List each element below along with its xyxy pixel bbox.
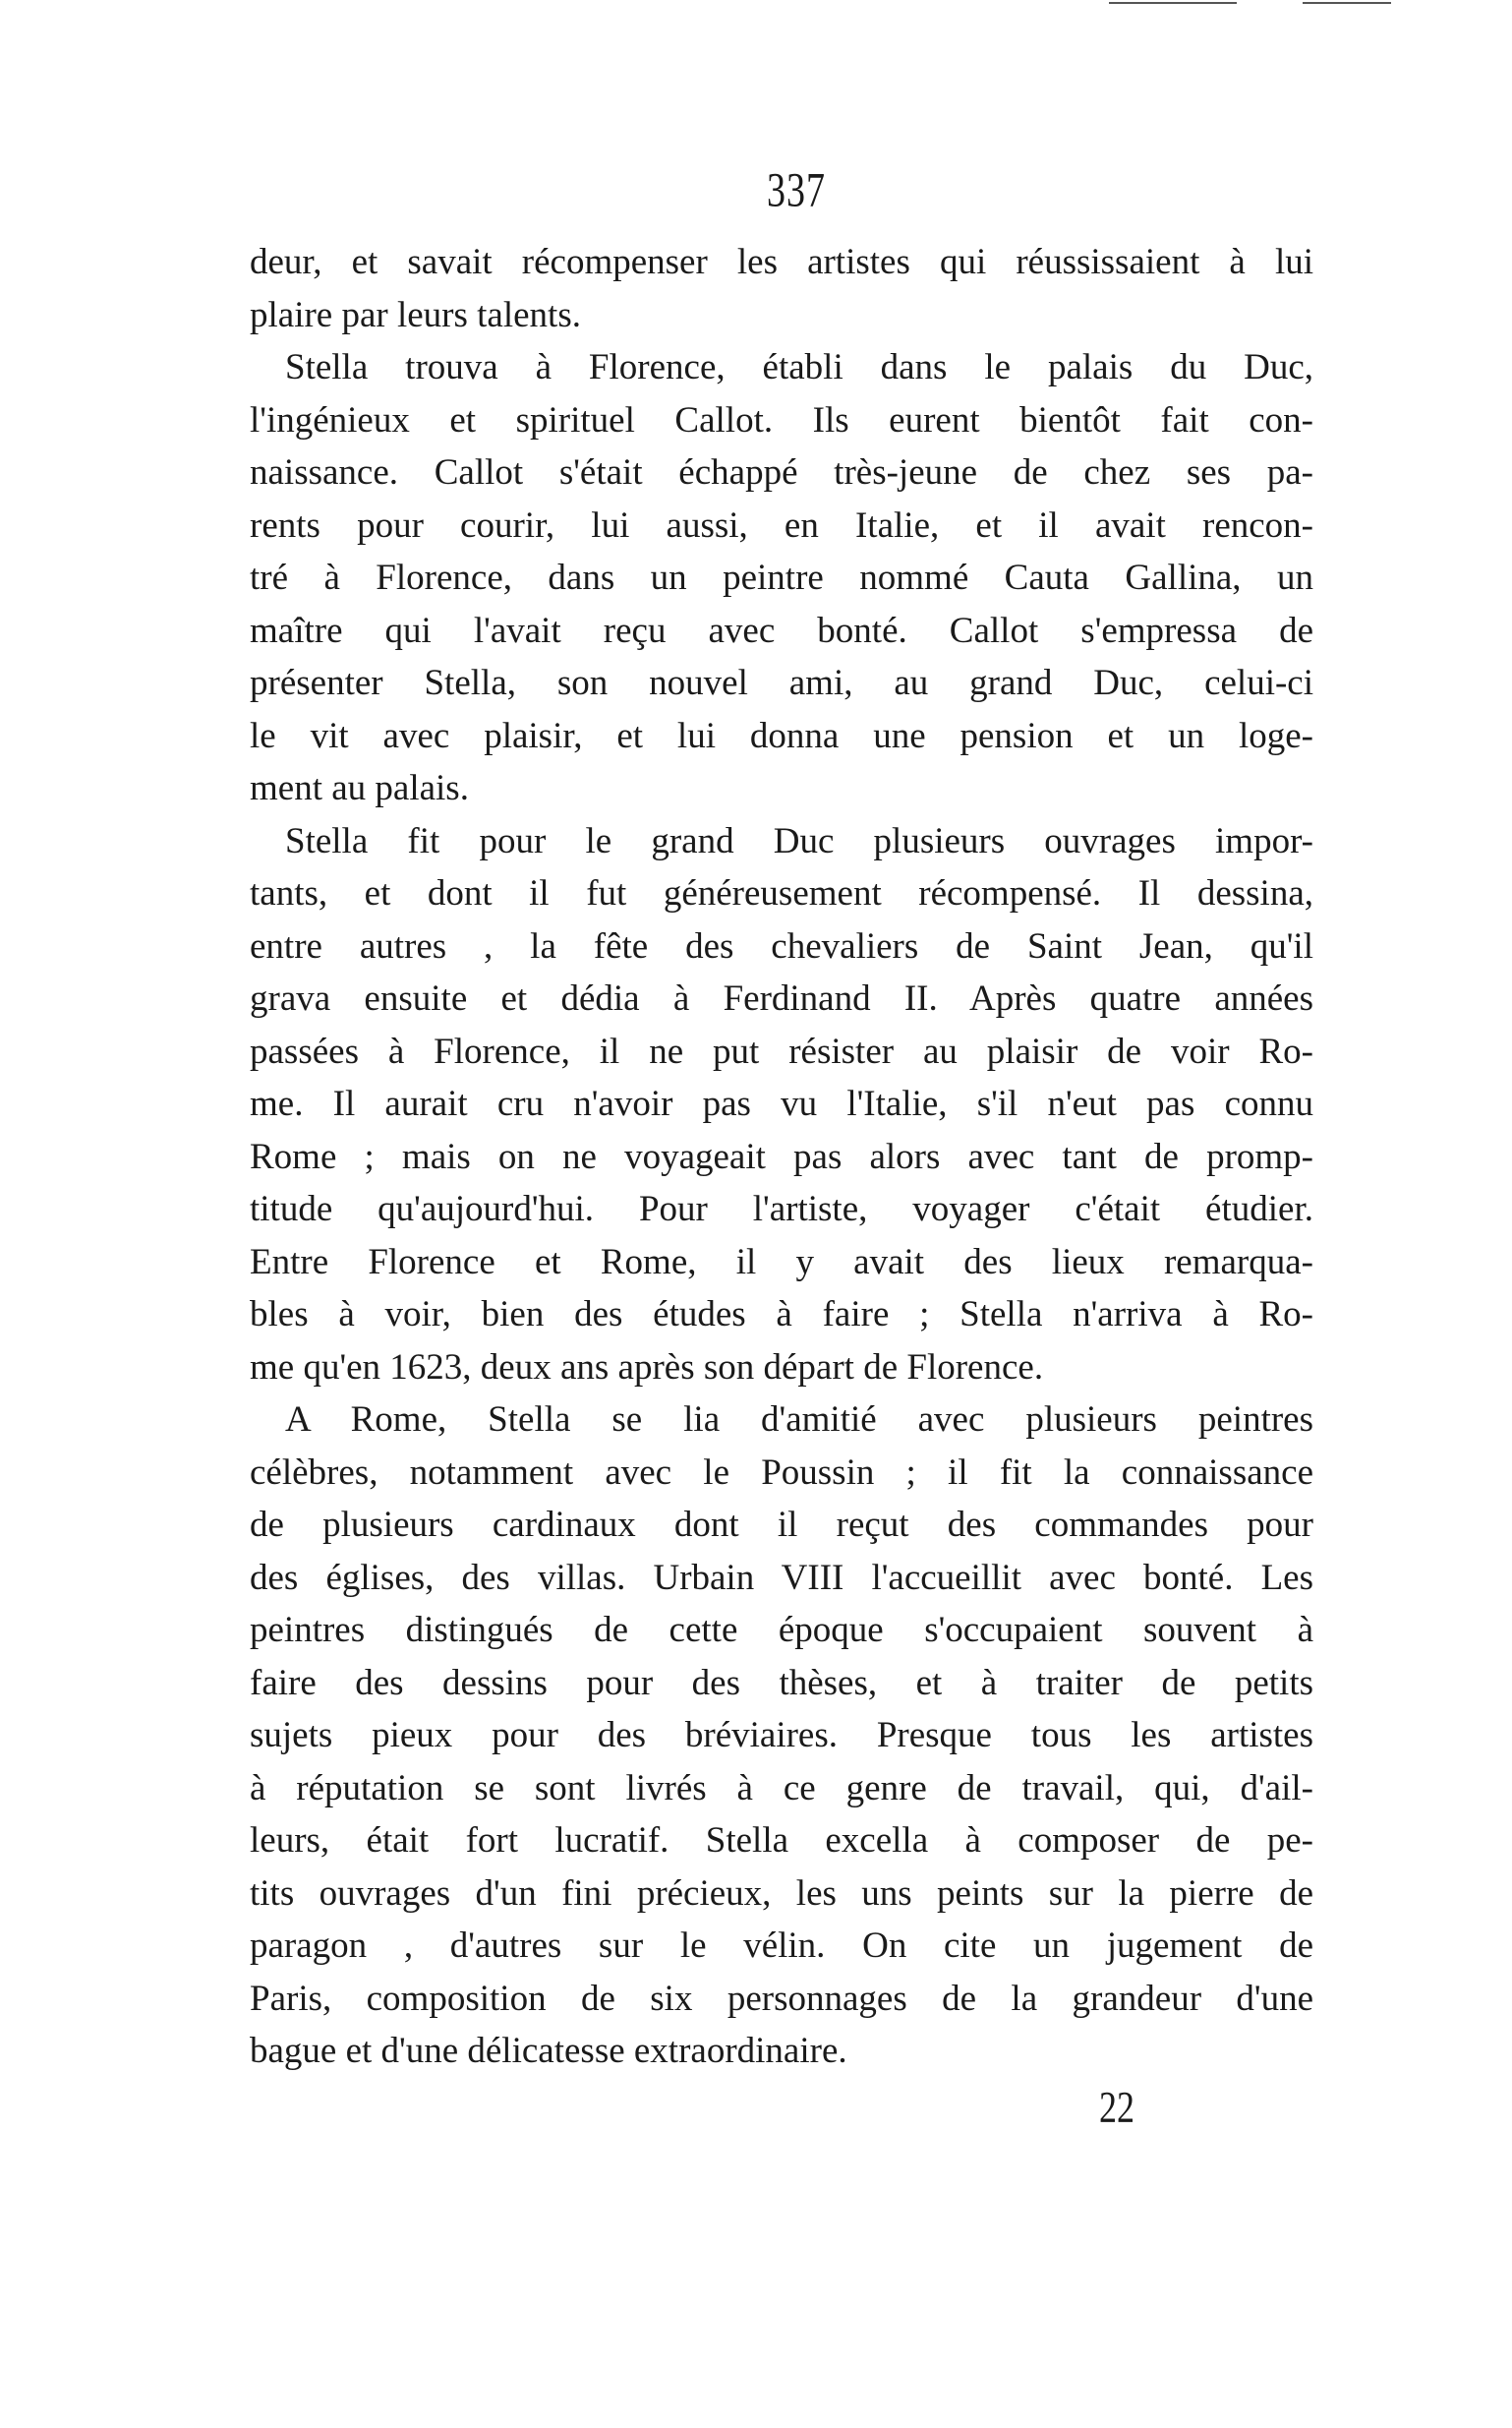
text-line: à réputation se sont livrés à ce genre de travail, qui, d'ail- [250,1767,1313,1808]
signature-mark: 22 [1099,2083,1134,2132]
text-line: grava ensuite et dédia à Ferdinand II. Après quatre années [250,978,1313,1019]
scan-edge-mark [1303,2,1391,4]
text-line: Stella fit pour le grand Duc plusieurs ouvrages impor- [285,820,1313,861]
text-line: A Rome, Stella se lia d'amitié avec plusieurs peintres [285,1399,1313,1440]
text-line: maître qui l'avait reçu avec bonté. Callot s'empressa de [250,610,1313,651]
text-line: l'ingénieux et spirituel Callot. Ils eurent bientôt fait con- [250,399,1313,441]
text-line: ment au palais. [250,768,469,808]
text-line: Stella trouva à Florence, établi dans le palais du Duc, [285,347,1313,387]
text-line: sujets pieux pour des bréviaires. Presque tous les artistes [250,1715,1313,1755]
text-line: passées à Florence, il ne put résister au plaisir de voir Ro- [250,1031,1313,1072]
text-line: plaire par leurs talents. [250,294,581,335]
text-line: titude qu'aujourd'hui. Pour l'artiste, voyager c'était étudier. [250,1189,1313,1229]
text-line: Entre Florence et Rome, il y avait des lieux remarqua- [250,1241,1313,1282]
text-line: des églises, des villas. Urbain VIII l'accueillit avec bonté. Les [250,1557,1313,1598]
text-line: tits ouvrages d'un fini précieux, les uns peints sur la pierre de [250,1872,1313,1914]
text-line: paragon , d'autres sur le vélin. On cite un jugement de [250,1925,1313,1966]
text-line: célèbres, notamment avec le Poussin ; il fit la connaissance [250,1451,1313,1493]
text-line: tré à Florence, dans un peintre nommé Cauta Gallina, un [250,558,1313,598]
text-line: deur, et savait récompenser les artistes qui réussissaient à lui [250,242,1313,282]
text-line: bles à voir, bien des études à faire ; Stella n'arriva à Ro- [250,1294,1313,1334]
text-line: entre autres , la fête des chevaliers de Saint Jean, qu'il [250,925,1313,967]
text-line: de plusieurs cardinaux dont il reçut des commandes pour [250,1505,1313,1545]
scan-edge-mark [1109,2,1237,4]
page-number: 337 [767,163,826,218]
text-line: le vit avec plaisir, et lui donna une pension et un loge- [250,715,1313,756]
text-line: me qu'en 1623, deux ans après son départ de Florence. [250,1346,1044,1388]
text-line: peintres distingués de cette époque s'occupaient souvent à [250,1610,1313,1650]
text-line: faire des dessins pour des thèses, et à traiter de petits [250,1662,1313,1703]
text-line: rents pour courir, lui aussi, en Italie, et il avait rencon- [250,504,1313,546]
text-line: leurs, était fort lucratif. Stella excella à composer de pe- [250,1820,1313,1861]
text-line: bague et d'une délicatesse extraordinaire. [250,2031,847,2071]
body-text [250,236,1313,2078]
text-line: Rome ; mais on ne voyageait pas alors avec tant de promp- [250,1136,1313,1177]
text-line: présenter Stella, son nouvel ami, au grand Duc, celui-ci [250,663,1313,703]
text-line: Paris, composition de six personnages de la grandeur d'une [250,1978,1313,2019]
text-line: naissance. Callot s'était échappé très-jeune de chez ses pa- [250,452,1313,493]
text-line: me. Il aurait cru n'avoir pas vu l'Italie, s'il n'eut pas connu [250,1084,1313,1124]
text-line: tants, et dont il fut généreusement récompensé. Il dessina, [250,873,1313,914]
